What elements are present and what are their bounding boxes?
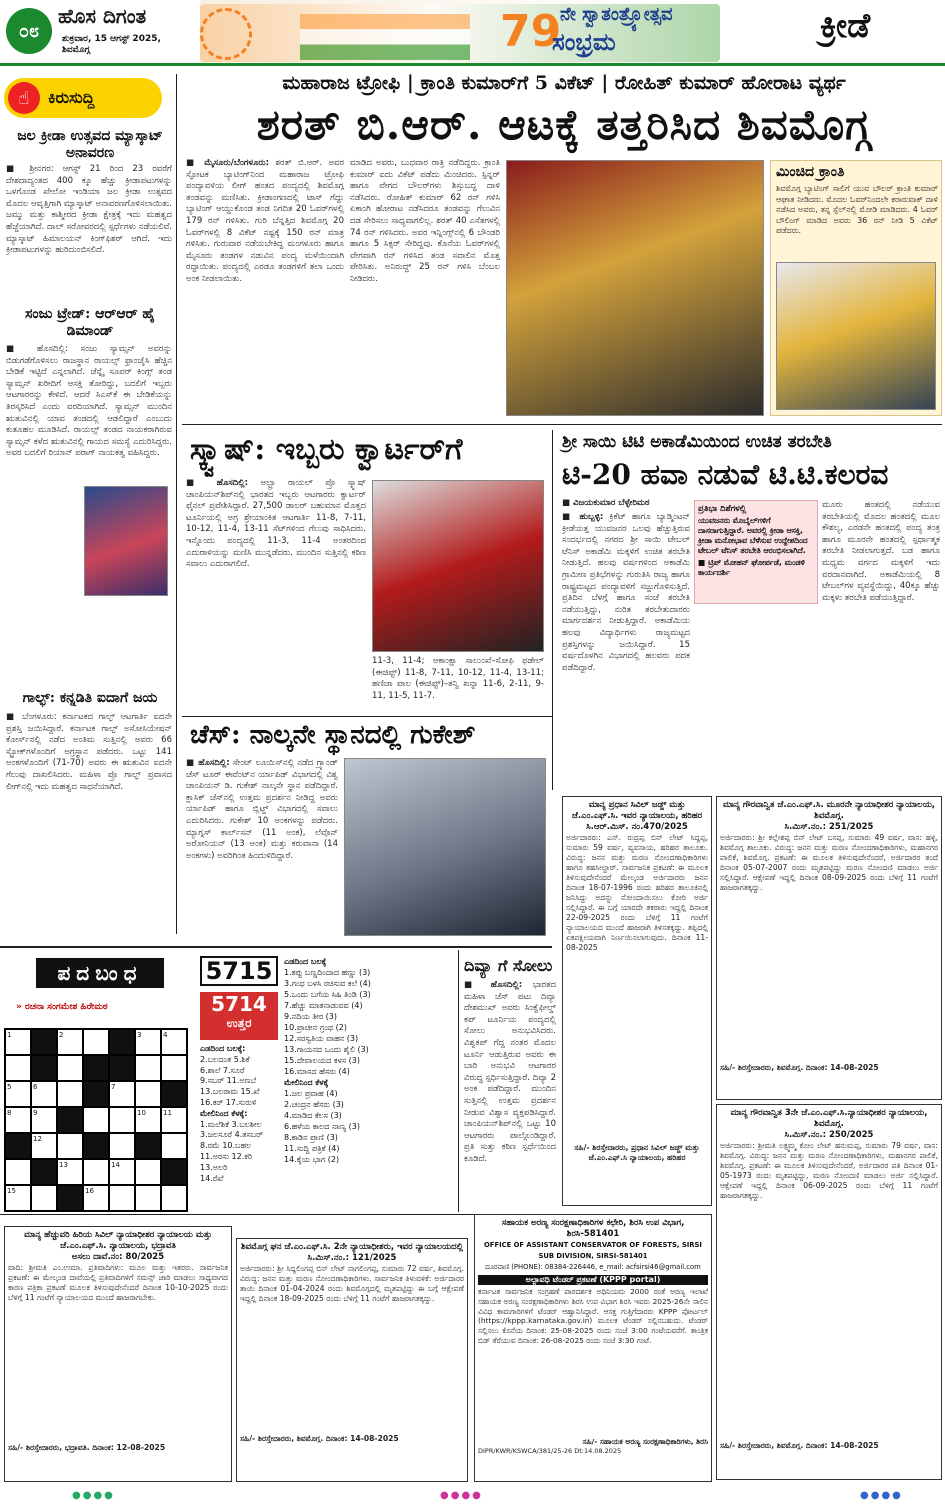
clue-down-5: 11.ಸುದ್ದಿ ಪತ್ರಿಕೆ (4)	[284, 1144, 340, 1153]
grid-cell[interactable]: 1	[5, 1029, 31, 1055]
grid-cell[interactable]	[83, 1029, 109, 1055]
grid-cell	[31, 1159, 57, 1185]
tricolor-flag-icon	[300, 14, 470, 60]
grid-cell	[83, 1133, 109, 1159]
grid-cell[interactable]	[83, 1107, 109, 1133]
brief-1-title: ಜಲ ಕ್ರೀಡಾ ಉತ್ಸವದ ಮ್ಯಾಸ್ಕಾಟ್ ಅನಾವರಣ	[17, 128, 163, 161]
squash-results: 11-3, 11-4; ಆಕಾಂಕ್ಷಾ ಸಾಲುಂಖೆ–ಸೋಫಿ ಫಡೇಲ್ (ಈಜಿಪ್ಟ್) 11-8, 7-11, 10-12, 11-4, 13-11; ಹಣಿಜಾ ಪಾಲ (ಈಜಿಪ್ಟ್)–ತನ್ವಿ ಖನ್ನಾ 11-6, 2-11, 9-11, 11-5, 11-7.	[372, 656, 544, 701]
divya-headline: ದಿವ್ಯಾ ಗೆ ಸೋಲು	[464, 956, 553, 975]
tt-dateline: ■ ಹುಬ್ಬಳ್ಳಿ:	[562, 512, 604, 522]
brief-3-title: ಗಾಲ್ಫ್: ಕನ್ನಡಿತಿ ಐದಾಗೆ ಜಯ	[22, 690, 158, 706]
grid-cell[interactable]: 13	[57, 1159, 83, 1185]
lead-col-2: ಮಾಡಿದ ಅವರು, ಬುಧವಾರ ರಾತ್ರಿ ನಡೆದಿದ್ದರು. ಕ್ರಾಂತಿ ಕುಮಾರ್ ಐದು ವಿಕೆಟ್ ಪಡೆದು ಮಿಂಚಿದರು. ಸ್ಪಿನ್ನರ್ ಹಾಗೂ ವೇಗದ ಬೌಲರ್‌ಗಳು ಶಿಸ್ತುಬದ್ಧ ದಾಳಿ ನಡೆಸಿದರು. ರೋಹಿತ್ ಕುಮಾರ್ 62 ರನ್ ಗಳಿಸಿ ಏಕಾಂಗಿ ಹೋರಾಟ ನಡೆಸಿದರೂ ತಂಡವನ್ನು ಗೆಲುವಿನ ದಡ ಸೇರಿಸಲು ಸಾಧ್ಯವಾಗಲಿಲ್ಲ. ಶರತ್ 40 ಎಸೆತಗಳಲ್ಲಿ 74 ರನ್ ಗಳಿಸಿದರು. ಅವರ ಇನ್ನಿಂಗ್ಸ್‌ನಲ್ಲಿ 6 ಬೌಂಡರಿ ಹಾಗೂ 5 ಸಿಕ್ಸರ್ ಸೇರಿದ್ದವು. ಕೊನೆಯ ಓವರ್‌ಗಳಲ್ಲಿ ವೇಗವಾಗಿ ರನ್ ಗಳಿಸಿದ ತಂಡ ಸವಾಲಿನ ಮೊತ್ತ ಪೇರಿಸಿತು. ಅನಿರುದ್ಧ್ 25 ರನ್ ಗಳಿಸಿ ಬೆಂಬಲ ನೀಡಿದರು.	[350, 158, 500, 284]
brief-2-title: ಸಂಜು ಟ್ರೇಡ್: ಆರ್‌ಆರ್ ಹೈ ಡಿಮಾಂಡ್	[24, 306, 156, 339]
grid-cell[interactable]	[109, 1133, 135, 1159]
kranti-celebration-photo	[776, 262, 936, 410]
grid-cell[interactable]: 15	[5, 1185, 31, 1211]
grid-cell	[135, 1133, 161, 1159]
section-rule-2	[182, 716, 552, 717]
grid-cell[interactable]	[57, 1133, 83, 1159]
tt-quote-title: ಪ್ರತಿಭಾ ದಿಶೆಗಳಲ್ಲಿ	[698, 504, 747, 514]
grid-cell	[57, 1107, 83, 1133]
ans-across-1: 6.ಶಾಲೆ 7.ಸೂರೆ	[200, 1065, 245, 1075]
clue-across-1: 3.ಗಂಧ ಬಳಸಿ ರಚಿಸುವ ಕಲೆ (4)	[284, 979, 371, 988]
kirusuddi-label: ಕಿರುಸುದ್ದಿ	[48, 88, 95, 107]
clue-across-4: 9.ನದಿಯ ತೀರ (3)	[284, 1012, 338, 1021]
clue-down-4: 8.ಕಾಡಿನ ಪ್ರಾಣಿ (3)	[284, 1133, 338, 1142]
puzzle-title	[36, 958, 164, 988]
grid-cell[interactable]	[109, 1185, 135, 1211]
grid-cell	[57, 1185, 83, 1211]
tt-quote-body: ಯುವಜನರು ಮೊಬೈಲ್‌ಗಳಿಗೆ ದಾಸರಾಗುತ್ತಿದ್ದಾರೆ. ಅವರಲ್ಲಿ ಕ್ರೀಡಾ ಆಸಕ್ತಿ, ಕ್ರೀಡಾ ಮನೋಭಾವ ಬೆಳೆಸುವ ಉದ್ದೇಶದಿಂದ ಟೇಬಲ್ ಟೆನಿಸ್ ತರಬೇತಿ ಆರಂಭಿಸಲಾಗಿದೆ.	[698, 516, 808, 555]
ans-down-title: ಮೇಲಿನಿಂದ ಕೆಳಕ್ಕೆ:	[200, 1108, 248, 1118]
grid-cell[interactable]	[109, 1107, 135, 1133]
notice-shivamogga-250	[716, 1104, 942, 1480]
lead-col1-text: ಶರತ್ ಬಿ.ಆರ್. ಅವರ ಸ್ಫೋಟಕ ಬ್ಯಾಟಿಂಗ್‌ನಿಂದ ಮಹಾರಾಜ ಟ್ರೋಫಿ ಪಂದ್ಯಾವಳಿಯ ಲೀಗ್ ಹಂತದ ಪಂದ್ಯದಲ್ಲಿ ಶಿವಮೊಗ್ಗ ತಂಡವನ್ನು ಮಣಿಸಿತು. ಕ್ರೀಡಾಂಗಣದಲ್ಲಿ ಟಾಸ್ ಗೆದ್ದು ಬ್ಯಾಟಿಂಗ್ ಆಯ್ದುಕೊಂಡ ತಂಡ ನಿಗದಿತ 20 ಓವರ್‌ಗಳಲ್ಲಿ 179 ರನ್ ಗಳಿಸಿತು. ಗುರಿ ಬೆನ್ನತ್ತಿದ ಶಿವಮೊಗ್ಗ 20 ಓವರ್‌ಗಳಲ್ಲಿ 8 ವಿಕೆಟ್ ನಷ್ಟಕ್ಕೆ 150 ರನ್ ಮಾತ್ರ ಗಳಿಸಿತು. ಗುರುವಾರ ನಡೆಯಬೇಕಿದ್ದ ಮಂಗಳೂರು ಹಾಗೂ ಮೈಸೂರು ತಂಡಗಳ ನಡುವಿನ ಪಂದ್ಯ ಮಳೆಯಿಂದಾಗಿ ರದ್ದಾಯಿತು. ಪಂದ್ಯದಲ್ಲಿ ಎರಡೂ ತಂಡಗಳಿಗೆ ತಲಾ ಒಂದು ಅಂಕ ನೀಡಲಾಯಿತು.	[186, 158, 344, 284]
notice-4-sign: ಸಹಿ/- ಶಿರಸ್ತೇದಾರರು, ಭದ್ರಾವತಿ. ದಿನಾಂಕ: 12-08-2025	[8, 1443, 166, 1452]
notice-5-sign: ಸಹಿ/- ಶಿರಸ್ತೇದಾರರು, ಶಿವಮೊಗ್ಗ. ದಿನಾಂಕ: 14-08-2025	[240, 1434, 399, 1443]
notice-5-body: ಅರ್ಜಿದಾರರು: ಶ್ರೀ ಸಿದ್ದಲಿಂಗಪ್ಪ ಬಿನ್ ಲೇಟ್ ನಾಗಲಿಂಗಪ್ಪ, ಸುಮಾರು 72 ವರ್ಷ, ಶಿವಮೊಗ್ಗ. ವಿರುದ್ಧ: ಜನನ ಮತ್ತು ಮರಣ ನೋಂದಣಾಧಿಕಾರಿಗಳು. ಸಾರ್ವಜನಿಕ ತಿಳುವಳಿಕೆ: ಅರ್ಜಿದಾರರ ತಾಯಿ ದಿನಾಂಕ 01-04-2024 ರಂದು ಶಿವಮೊಗ್ಗದಲ್ಲಿ ಮೃತಪಟ್ಟಿದ್ದು ಈ ಬಗ್ಗೆ ಆಕ್ಷೇಪಣೆ ಇದ್ದಲ್ಲಿ ದಿನಾಂಕ 18-09-2025 ರಂದು ಬೆಳಿಗ್ಗೆ 11 ಗಂಟೆಗೆ ಹಾಜರಾಗತಕ್ಕದ್ದು.	[240, 1264, 464, 1303]
grid-cell	[109, 1055, 135, 1081]
paper-name: ಹೊಸ ದಿಗಂತ	[58, 4, 147, 28]
notice-6-tender-label: ಅಲ್ಪಾವಧಿ ಟೆಂಡರ್ ಪ್ರಕಟಣೆ (KPPP portal)	[478, 1275, 708, 1285]
notice-6-sign: ಸಹಿ/- ಸಹಾಯಕ ಅರಣ್ಯ ಸಂರಕ್ಷಣಾಧಿಕಾರಿಗಳು, ಶಿರಸಿ	[582, 1437, 708, 1446]
grid-cell[interactable]: 8	[5, 1107, 31, 1133]
answer-label: ಉತ್ತರ	[226, 1016, 252, 1030]
ans-down-5: 14.ರೆಖೆ	[200, 1173, 224, 1183]
grid-cell	[31, 1029, 57, 1055]
notice-1-case: ಸಿ.ಆರ್.ಮಿಸ್. ನಂ.470/2025	[586, 822, 688, 832]
notice-1-body: ಅರ್ಜಿದಾರರು: ಎಸ್. ರುದ್ರಪ್ಪ ಬಿನ್ ಲೇಟ್ ಸಿದ್ದಪ್ಪ, ಸುಮಾರು 59 ವರ್ಷ, ವ್ಯವಸಾಯ, ಹರಿಹರ ತಾಲೂಕು. ವಿರುದ್ಧ: ಜನನ ಮತ್ತು ಮರಣ ನೋಂದಣಾಧಿಕಾರಿಗಳು ಹಾಗೂ ತಹಸೀಲ್ದಾರ್. ಸಾರ್ವಜನಿಕ ಪ್ರಕಟಣೆ: ಈ ಮೂಲಕ ತಿಳಿಸುವುದೇನೆಂದರೆ ಮೇಲ್ಕಂಡ ಅರ್ಜಿದಾರರು ಜನನ ದಿನಾಂಕ 18-07-1996 ರಂದು ಹರಿಹರ ತಾಲೂಕಿನಲ್ಲಿ ಜನಿಸಿದ್ದು ಅದನ್ನು ನೋಂದಾಯಿಸಲು ಕೋರಿ ಅರ್ಜಿ ಸಲ್ಲಿಸಿದ್ದಾರೆ. ಈ ಬಗ್ಗೆ ಯಾರದೇ ತಕರಾರು ಇದ್ದಲ್ಲಿ ದಿನಾಂಕ 22-09-2025 ರಂದು ಬೆಳಿಗ್ಗೆ 11 ಗಂಟೆಗೆ ನ್ಯಾಯಾಲಯದ ಮುಂದೆ ಹಾಜರಾಗಿ ತಿಳಿಸತಕ್ಕದ್ದು. ತಪ್ಪಿದಲ್ಲಿ ಏಕಪಕ್ಷೀಯವಾಗಿ ನಿರ್ಣಯಿಸಲಾಗುವುದು. ದಿನಾಂಕ 11-08-2025	[566, 833, 708, 952]
ans-down-1: 3.ಜಲಸೂರೆ 4.ತಸಬರ್	[200, 1130, 263, 1140]
brief-1-body: ■ ಶ್ರೀನಗರ: ಆಗಸ್ಟ್ 21 ರಿಂದ 23 ರವರೆಗೆ ದೇಶದಾದ್ಯಂತದ 400 ಕ್ಕೂ ಹೆಚ್ಚು ಕ್ರೀಡಾಪಟುಗಳನ್ನು ಒಳಗೊಂಡ ಖೇಲೋ ಇಂಡಿಯಾ ಜಲ ಕ್ರೀಡಾ ಉತ್ಸವದ ಮೊದಲ ಆವೃತ್ತಿಗಾಗಿ ಮ್ಯಾಸ್ಕಾಟ್ ಅನಾವರಣಗೊಳಿಸಲಾಯಿತು. ಜಮ್ಮು ಮತ್ತು ಕಾಶ್ಮೀರದ ಕ್ರೀಡಾ ಕ್ಷೇತ್ರಕ್ಕೆ ಇದು ಮಹತ್ವದ ಹೆಜ್ಜೆಯಾಗಿದೆ. ದಾಲ್ ಸರೋವರದಲ್ಲಿ ಸ್ಪರ್ಧೆಗಳು ನಡೆಯಲಿವೆ. ಮ್ಯಾಸ್ಕಾಟ್ ಹಿಮಾಲಯನ್ ಕಿಂಗ್‌ಫಿಶರ್ ಆಗಿದೆ. ಇದು ಕ್ರೀಡಾಪಟುಗಳನ್ನು ಹುರಿದುಂಬಿಸಲಿದೆ.	[6, 164, 172, 256]
grid-cell[interactable]	[135, 1185, 161, 1211]
notice-bhadravathi	[4, 1226, 232, 1482]
notice-shivamogga-251	[716, 796, 942, 1100]
tt-kicker: ಶ್ರೀ ಸಾಯಿ ಟಿಟಿ ಅಕಾಡೆಮಿಯಿಂದ ಉಚಿತ ತರಬೇತಿ	[562, 432, 832, 452]
lead-col-1	[186, 158, 344, 420]
grid-cell[interactable]	[5, 1055, 31, 1081]
divya-body-text: ಭಾರತದ ಮಹಿಳಾ ಚೆಸ್ ಪಟು ದಿವ್ಯಾ ದೇಶಮುಖ್ ಅವರು ಸಿಂಕ್ವೆಫೀಲ್ಡ್ ಕಪ್ ಟೂರ್ನಿಯ ಪಂದ್ಯದಲ್ಲಿ ಸೋಲು ಅನುಭವಿಸಿದರು. ವಿಶ್ವಕಪ್ ಗೆದ್ದ ನಂತರ ಮೊದಲ ಟೂರ್ನಿ ಆಡುತ್ತಿರುವ ಅವರು ಈ ಬಾರಿ ಅನುಭವಿ ಆಟಗಾರರ ವಿರುದ್ಧ ಸ್ಪರ್ಧಿಸುತ್ತಿದ್ದಾರೆ. ದಿವ್ಯಾ 2 ಅಂಕ ಪಡೆದಿದ್ದಾರೆ. ಮುಂದಿನ ಸುತ್ತಿನಲ್ಲಿ ಉತ್ತಮ ಪ್ರದರ್ಶನ ನೀಡುವ ವಿಶ್ವಾಸ ವ್ಯಕ್ತಪಡಿಸಿದ್ದಾರೆ. ಚಾಂಪಿಯನ್‌ಶಿಪ್‌ನಲ್ಲಿ ಒಟ್ಟು 10 ಆಟಗಾರರು ಪಾಲ್ಗೊಂಡಿದ್ದಾರೆ. ಪ್ರತಿ ಸುತ್ತು ಕಠಿಣ ಸ್ಪರ್ಧೆಯಿಂದ ಕೂಡಿದೆ.	[464, 980, 556, 1164]
answer-box	[200, 992, 278, 1040]
brief-3-body: ■ ಬೆಂಗಳೂರು: ಕರ್ನಾಟಕದ ಗಾಲ್ಫ್ ಆಟಗಾರ್ತಿ ಐದನೇ ಪ್ರಶಸ್ತಿ ಜಯಿಸಿದ್ದಾರೆ. ಕರ್ನಾಟಕ ಗಾಲ್ಫ್ ಅಸೋಸಿಯೇಷನ್ ಕೋರ್ಸ್‌ನಲ್ಲಿ ನಡೆದ ಅಂತಿಮ ಸುತ್ತಿನಲ್ಲಿ ಅವರು 66 ಸ್ಟ್ರೋಕ್‌ಗಳೊಂದಿಗೆ ಅಗ್ರಸ್ಥಾನ ಪಡೆದರು. ಒಟ್ಟು 141 ಅಂಕಗಳೊಂದಿಗೆ (71-70) ಅವರು ಈ ಋತುವಿನ ಐದನೇ ಗೆಲುವು ದಾಖಲಿಸಿದರು. ಮಹಿಳಾ ಪ್ರೊ ಗಾಲ್ಫ್ ಪ್ರವಾಸದ ಲೀಗ್‌ನಲ್ಲಿ ಇದು ಮಹತ್ವದ ಸಾಧನೆಯಾಗಿದೆ.	[6, 712, 172, 792]
grid-cell[interactable]	[135, 1159, 161, 1185]
divya-dateline: ■ ಹೊಸದಿಲ್ಲಿ:	[464, 980, 523, 990]
grid-cell[interactable]	[161, 1055, 187, 1081]
notice-6-ref: DIPR/KWR/KSWCA/381/25-26 Dt:14.08.2025	[478, 1446, 622, 1455]
clue-across-5: 10.ಪ್ರಾಚೀನ ಗ್ರಂಥ (2)	[284, 1023, 347, 1032]
clue-across-7: 13.ಗಾಯನದ ಒಂದು ಶೈಲಿ (3)	[284, 1045, 369, 1054]
grid-cell[interactable]	[57, 1081, 83, 1107]
chess-headline: ಚೆಸ್: ನಾಲ್ಕನೇ ಸ್ಥಾನದಲ್ಲಿ ಗುಕೇಶ್	[190, 720, 476, 750]
clue-across-0: 1.ಕಪ್ಪು ಬಣ್ಣದಿಂದಾದ ಹಣ್ಣು (3)	[284, 968, 371, 977]
grid-cell	[5, 1133, 31, 1159]
clue-down-3: 6.ಹಳೆಯ ಕಾಲದ ನಾಣ್ಯ (3)	[284, 1122, 360, 1131]
crossword-grid[interactable]	[4, 1028, 188, 1212]
section-rule	[182, 424, 942, 425]
festival-number: 79	[500, 6, 562, 57]
notice-3-body: ಅರ್ಜಿದಾರರು: ಶ್ರೀಮತಿ ಲಕ್ಷ್ಮಮ್ಮ ಕೋಂ ಲೇಟ್ ಹನುಮಪ್ಪ, ಸುಮಾರು 79 ವರ್ಷ, ವಾಸ: ಶಿವಮೊಗ್ಗ. ವಿರುದ್ಧ: ಜನನ ಮತ್ತು ಮರಣ ನೋಂದಣಾಧಿಕಾರಿಗಳು, ಮಹಾನಗರ ಪಾಲಿಕೆ, ಶಿವಮೊಗ್ಗ. ಪ್ರಕಟಣೆ: ಈ ಮೂಲಕ ತಿಳಿಸುವುದೇನೆಂದರೆ, ಅರ್ಜಿದಾರರ ಪತಿ ದಿನಾಂಕ 01-05-1973 ರಂದು ಮೃತಪಟ್ಟಿದ್ದು, ಮರಣ ನೋಂದಣಿ ಮಾಡಲು ಅರ್ಜಿ ಸಲ್ಲಿಸಿದ್ದಾರೆ. ಆಕ್ಷೇಪಣೆ ಇದ್ದಲ್ಲಿ ದಿನಾಂಕ 06-09-2025 ರಂದು ಬೆಳಿಗ್ಗೆ 11 ಗಂಟೆಗೆ ಹಾಜರಾಗತಕ್ಕದ್ದು.	[720, 1141, 938, 1200]
lead-headline: ಶರತ್ ಬಿ.ಆರ್. ಆಟಕ್ಕೆ ತತ್ತರಿಸಿದ ಶಿವಮೊಗ್ಗ	[256, 100, 872, 149]
grid-cell[interactable]: 3	[135, 1029, 161, 1055]
divya-body	[464, 980, 556, 1206]
section-rule-3	[0, 946, 552, 948]
brief-2-body-tail	[6, 600, 172, 684]
lead-kicker: ಮಹಾರಾಜ ಟ್ರೋಫಿ | ಕ್ರಾಂತಿ ಕುಮಾರ್‌ಗೆ 5 ವಿಕೆಟ್ | ರೋಹಿತ್ ಕುಮಾರ್ ಹೋರಾಟ ವ್ಯರ್ಥ	[282, 72, 846, 94]
brief-2-body: ■ ಹೊಸದಿಲ್ಲಿ: ಸಂಜು ಸ್ಯಾಮ್ಸನ್ ಅವರನ್ನು ಬಿಡುಗಡೆಗೊಳಿಸಲು ರಾಜಸ್ಥಾನ ರಾಯಲ್ಸ್ ಫ್ರಾಂಚೈಸಿ ಹೆಚ್ಚಿನ ಬೇಡಿಕೆ ಇಟ್ಟಿದೆ ಎನ್ನಲಾಗಿದೆ. ಚೆನ್ನೈ ಸೂಪರ್ ಕಿಂಗ್ಸ್ ತಂಡ ಸ್ಯಾಮ್ಸನ್ ಖರೀದಿಗೆ ಆಸಕ್ತಿ ತೋರಿದ್ದು, ಬದಲಿಗೆ ಇಬ್ಬರು ಆಟಗಾರರನ್ನು ಕೇಳಿದೆ. ಆದರೆ ಸಿಎಸ್‌ಕೆ ಈ ಬೇಡಿಕೆಯನ್ನು ತಿರಸ್ಕರಿಸಿದೆ ಎಂದು ವರದಿಯಾಗಿದೆ. ಸ್ಯಾಮ್ಸನ್ ಮುಂದಿನ ಋತುವಿನಲ್ಲಿ ಯಾವ ತಂಡದಲ್ಲಿ ಆಡಲಿದ್ದಾರೆ ಎಂಬುದು ಕುತೂಹಲ ಮೂಡಿಸಿದೆ. ರಾಯಲ್ಸ್ ತಂಡದ ನಾಯಕರಾಗಿರುವ ಸ್ಯಾಮ್ಸನ್ ಕಳೆದ ಋತುವಿನಲ್ಲಿ ಗಾಯದ ಸಮಸ್ಯೆ ಎದುರಿಸಿದ್ದರು. ಅವರ ಬದಲಿಗೆ ರಿಯಾನ್ ಪರಾಗ್ ನಾಯಕತ್ವ ವಹಿಸಿದ್ದರು.	[6, 344, 172, 459]
squash-player-photo	[372, 480, 544, 652]
grid-cell[interactable]: 2	[57, 1029, 83, 1055]
notice-forest-tender	[474, 1214, 712, 1482]
tt-quote-author: ■ ಟ್ರಿಪ್ ಮೋಹನ್ ಘೋರ್ಪಡೆ, ಮಂಡಳಿ ಕಾರ್ಯದರ್ಶಿ	[698, 558, 805, 577]
notice-4-body: ವಾದಿ: ಶ್ರೀಮತಿ ಎಂ.ಉಮಾ. ಪ್ರತಿವಾದಿಗಳು: ಮೂಲ ಮತ್ತು ಇತರರು. ಸಾರ್ವಜನಿಕ ಪ್ರಕಟಣೆ: ಈ ಮೇಲ್ಕಂಡ ದಾವೆಯಲ್ಲಿ ಪ್ರತಿವಾದಿಗಳಿಗೆ ಸಮನ್ಸ್ ಜಾರಿ ಮಾಡಲು ಸಾಧ್ಯವಾಗದ ಕಾರಣ ಪತ್ರಿಕಾ ಪ್ರಕಟಣೆ ಮೂಲಕ ತಿಳಿಸುವುದೇನೆಂದರೆ ದಿನಾಂಕ 10-10-2025 ರಂದು ಬೆಳಿಗ್ಗೆ 11 ಗಂಟೆಗೆ ನ್ಯಾಯಾಲಯದ ಮುಂದೆ ಹಾಜರಾಗಬೇಕು.	[8, 1263, 228, 1302]
ans-across-4: 16.ಕರ್ 17.ಸುರುಳಿ	[200, 1097, 257, 1107]
notice-2-sign: ಸಹಿ/- ಶಿರಸ್ತೇದಾರರು, ಶಿವಮೊಗ್ಗ. ದಿನಾಂಕ: 14-08-2025	[720, 1063, 879, 1072]
squash-body-text: ಅಲ್ಟ್ರಾ ರಾಯಲ್ ಪ್ರೊ ಸ್ಕ್ವಾಷ್ ಚಾಂಪಿಯನ್‌ಶಿಪ್‌ನಲ್ಲಿ ಭಾರತದ ಇಬ್ಬರು ಆಟಗಾರರು ಕ್ವಾರ್ಟರ್ ಫೈನಲ್ ಪ್ರವೇಶಿಸಿದ್ದಾರೆ. 27,500 ಡಾಲರ್ ಬಹುಮಾನ ಮೊತ್ತದ ಟೂರ್ನಿಯಲ್ಲಿ ಅಗ್ರ ಶ್ರೇಯಾಂಕಿತ ಆಟಗಾರ್ತಿ 11-8, 7-11, 10-12, 11-4, 13-11 ಸೆಟ್‌ಗಳಿಂದ ಗೆಲುವು ಸಾಧಿಸಿದರು. ಇನ್ನೊಂದು ಪಂದ್ಯದಲ್ಲಿ 11-3, 11-4 ಅಂತರದಿಂದ ಎದುರಾಳಿಯನ್ನು ಮಣಿಸಿ ಮುನ್ನಡೆದರು. ಮುಂದಿನ ಸುತ್ತಿನಲ್ಲಿ ಕಠಿಣ ಸವಾಲು ಎದುರಾಗಲಿದೆ.	[186, 478, 366, 570]
column-rule	[176, 74, 177, 934]
notice-4-title: ಮಾನ್ಯ ಹೆಚ್ಚುವರಿ ಹಿರಿಯ ಸಿವಿಲ್ ನ್ಯಾಯಾಧೀಶರ ನ್ಯಾಯಾಲಯ ಮತ್ತು ಜೆ.ಎಂ.ಎಫ್.ಸಿ. ನ್ಯಾಯಾಲಯ, ಭದ್ರಾವತಿ	[24, 1230, 212, 1251]
grid-cell[interactable]	[135, 1055, 161, 1081]
grid-cell[interactable]: 11	[161, 1107, 187, 1133]
notice-6-contact: ದೂರವಾಣಿ (PHONE): 08384-226446, e_mail: acfsirsi46@gmail.com	[485, 1263, 701, 1271]
clue-across-6: 12.ಸರಸ್ವತಿಯ ವಾಹನ (3)	[284, 1034, 359, 1043]
notice-2-body: ಅರ್ಜಿದಾರರು: ಶ್ರೀ ಕಲ್ಲೇಶಪ್ಪ ಬಿನ್ ಲೇಟ್ ಬಸಪ್ಪ, ಸುಮಾರು 49 ವರ್ಷ, ವಾಸ: ಹಳ್ಳಿ, ಶಿವಮೊಗ್ಗ ತಾಲೂಕು. ವಿರುದ್ಧ: ಜನನ ಮತ್ತು ಮರಣ ನೋಂದಣಾಧಿಕಾರಿಗಳು, ಮಹಾನಗರ ಪಾಲಿಕೆ, ಶಿವಮೊಗ್ಗ. ಪ್ರಕಟಣೆ: ಈ ಮೂಲಕ ತಿಳಿಸುವುದೇನೆಂದರೆ, ಅರ್ಜಿದಾರರ ತಂದೆ ದಿನಾಂಕ 05-07-2007 ರಂದು ಮೃತಪಟ್ಟಿದ್ದು ಮರಣ ನೋಂದಣಿ ಮಾಡಲು ಅರ್ಜಿ ಸಲ್ಲಿಸಿದ್ದಾರೆ. ಆಕ್ಷೇಪಣೆ ಇದ್ದಲ್ಲಿ ದಿನಾಂಕ 08-09-2025 ರಂದು ಬೆಳಿಗ್ಗೆ 11 ಗಂಟೆಗೆ ಹಾಜರಾಗತಕ್ಕದ್ದು.	[720, 833, 938, 892]
tt-quote-box	[694, 500, 818, 604]
sanju-photo	[84, 486, 168, 596]
ans-across-0: 2.ಬಲದಂತ 5.ಶಿಕೆ	[200, 1054, 250, 1064]
notice-6-title: ಸಹಾಯಕ ಅರಣ್ಯ ಸಂರಕ್ಷಣಾಧಿಕಾರಿಗಳ ಕಛೇರಿ, ಶಿರಸಿ ಉಪ ವಿಭಾಗ, ಶಿರಸಿ-581401	[501, 1218, 685, 1239]
grid-cell[interactable]: 10	[135, 1107, 161, 1133]
grid-cell[interactable]	[135, 1081, 161, 1107]
grid-cell[interactable]	[83, 1159, 109, 1185]
clue-across-2: 5.ಒಂದು ಬಗೆಯ ಸಿಹಿ ತಿಂಡಿ (3)	[284, 990, 371, 999]
grid-cell[interactable]: 5	[5, 1081, 31, 1107]
puzzle-title-text: ಪದಬಂಧ	[36, 958, 164, 988]
column-rule-2	[552, 430, 553, 790]
grid-cell[interactable]	[161, 1185, 187, 1211]
column-rule-3	[458, 950, 459, 1212]
across-title: ಎಡದಿಂದ ಬಲಕ್ಕೆ	[284, 957, 327, 966]
clue-across-3: 7.ಹೆಚ್ಚು ಮಾತನಾಡುವವ (4)	[284, 1001, 363, 1010]
chess-body-text: ಸೇಂಟ್ ಲೂಯಿಸ್‌ನಲ್ಲಿ ನಡೆದ ಗ್ರ್ಯಾಂಡ್ ಚೆಸ್ ಟೂರ್ ಈವೆಂಟ್‌ನ ರ್ಯಾಪಿಡ್ ವಿಭಾಗದಲ್ಲಿ ವಿಶ್ವ ಚಾಂಪಿಯನ್ ಡಿ. ಗುಕೇಶ್ ನಾಲ್ಕನೇ ಸ್ಥಾನ ಪಡೆದಿದ್ದಾರೆ. ಕ್ಲಾಸಿಕ್ ಚೆಸ್‌ನಲ್ಲಿ ಉತ್ತಮ ಪ್ರದರ್ಶನ ನೀಡಿದ್ದ ಅವರು ರ್ಯಾಪಿಡ್ ಹಾಗೂ ಬ್ಲಿಟ್ಜ್ ವಿಭಾಗದಲ್ಲಿ ಸವಾಲು ಎದುರಿಸಿದರು. ಗುಕೇಶ್ 10 ಅಂಕಗಳನ್ನು ಪಡೆದರು. ಮ್ಯಾಗ್ನಸ್ ಕಾರ್ಲ್‌ಸನ್ (11 ಅಂಕ), ಲೆವೊನ್ ಅರೋನಿಯನ್ (13 ಅಂಕ) ಮತ್ತು ಕರುವಾನಾ (14 ಅಂಕಗಳು) ಅವರಿಗಿಂತ ಹಿಂದುಳಿದಿದ್ದಾರೆ.	[186, 758, 338, 861]
registration-marks-left: ●●●●	[72, 1490, 115, 1501]
chess-dateline: ■ ಹೊಸದಿಲ್ಲಿ:	[186, 758, 230, 768]
ans-across-3: 13.ಬಲರಾಮ 15.ಖೆ	[200, 1087, 260, 1097]
answer-list	[200, 1044, 280, 1184]
grid-cell[interactable]	[31, 1185, 57, 1211]
clue-down-0: 1.ಜಲ ಪ್ರವಾಹ (4)	[284, 1089, 338, 1098]
grid-cell[interactable]: 16	[83, 1185, 109, 1211]
notice-3-title: ಮಾನ್ಯ ಗೌರವಾನ್ವಿತ 3ನೇ ಜೆ.ಎಂ.ಎಫ್.ಸಿ.ನ್ಯಾಯಾಧೀಶರ ನ್ಯಾಯಾಲಯ, ಶಿವಮೊಗ್ಗ.	[730, 1108, 928, 1129]
squash-body	[186, 478, 366, 708]
grid-cell[interactable]	[161, 1133, 187, 1159]
section-title: ಕ್ರೀಡೆ	[820, 6, 871, 46]
gukesh-photo	[344, 758, 546, 936]
paper-logo: ೦೮	[6, 8, 52, 54]
clue-down-1: 2.ಚಂದ್ರನ ಹೆಸರು (3)	[284, 1100, 344, 1109]
grid-cell[interactable]: 7	[109, 1081, 135, 1107]
grid-cell[interactable]: 9	[31, 1107, 57, 1133]
sharath-batting-photo	[506, 160, 764, 416]
clues-list	[284, 956, 454, 1165]
notice-6-en-title: OFFICE OF ASSISTANT CONSERVATOR OF FORESTS, SIRSI SUB DIVISION, SIRSI-581401	[484, 1241, 702, 1260]
hand-point-icon: ☝	[8, 82, 40, 114]
answer-number: 5714	[211, 992, 267, 1016]
clue-down-2: 4.ಮಾಡಿದ ಕೆಲಸ (3)	[284, 1111, 342, 1120]
notice-5-case: ಸಿ.ಮಿಸ್.ನಂ.: 121/2025	[307, 1253, 397, 1263]
puzzle-number: 5715	[200, 956, 278, 986]
ans-across-title: ಎಡದಿಂದ ಬಲಕ್ಕೆ:	[200, 1044, 246, 1053]
sidebar-body: ಶಿವಮೊಗ್ಗ ಬ್ಯಾಟಿಂಗ್ ಸಾಲಿಗೆ ಯುವ ಬೌಲರ್ ಕ್ರಾಂತಿ ಕುಮಾರ್ ಆಘಾತ ನೀಡಿದರು. ಮೊದಲ ಓವರ್‌ನಿಂದಲೇ ಕರಾರುವಾಕ್ ದಾಳಿ ನಡೆಸಿದ ಅವರು, ತನ್ನ ಸ್ಪೆಲ್‌ನಲ್ಲಿ ಮೋಡಿ ಮಾಡಿದರು. 4 ಓವರ್ ಬೌಲಿಂಗ್ ಮಾಡಿದ ಅವರು 36 ರನ್ ನೀಡಿ 5 ವಿಕೆಟ್ ಪಡೆದರು.	[776, 184, 938, 235]
grid-cell	[83, 1081, 109, 1107]
notice-1-title: ಮಾನ್ಯ ಪ್ರಧಾನ ಸಿವಿಲ್ ಜಡ್ಜ್ ಮತ್ತು ಜೆ.ಎಂ.ಎಫ್.ಸಿ. ಇವರ ನ್ಯಾಯಾಲಯ, ಹರಿಹರ	[571, 800, 703, 821]
ans-down-2: 8.ರಮೆ 10.ಬಹಲ	[200, 1141, 252, 1151]
grid-cell	[161, 1159, 187, 1185]
ashoka-chakra-icon	[200, 8, 252, 60]
grid-cell	[83, 1055, 109, 1081]
notice-3-sign: ಸಹಿ/- ಶಿರಸ್ತೇದಾರರು, ಶಿವಮೊಗ್ಗ. ದಿನಾಂಕ: 14-08-2025	[720, 1441, 879, 1450]
notice-shivamogga-121	[236, 1238, 468, 1482]
grid-cell[interactable]	[57, 1055, 83, 1081]
ans-down-4: 13.ಅಲರಿ	[200, 1162, 228, 1172]
tt-body-2	[694, 608, 818, 788]
chess-body	[186, 758, 338, 938]
notice-harihara	[562, 796, 712, 1206]
grid-cell[interactable]: 14	[109, 1159, 135, 1185]
squash-dateline: ■ ಹೊಸದಿಲ್ಲಿ:	[186, 478, 249, 488]
grid-cell[interactable]: 12	[31, 1133, 57, 1159]
ans-across-2: 9.ಸಬರ್ 11.ಅಣಬೆ	[200, 1076, 257, 1086]
grid-cell[interactable]	[5, 1159, 31, 1185]
date-line	[62, 34, 161, 56]
issue-city: ಶಿವಮೊಗ್ಗ	[62, 45, 90, 55]
grid-cell[interactable]: 6	[31, 1081, 57, 1107]
puzzle-setter: » ರಚನಾ ಸಂಗಮೇಶ ಹಿರೇಮಠ	[16, 1002, 108, 1012]
grid-cell	[31, 1055, 57, 1081]
notice-2-case: ಸಿ.ಮಿಸ್.ನಂ.: 251/2025	[784, 822, 874, 832]
registration-marks-mid: ●●●●	[440, 1490, 483, 1501]
notice-2-title: ಮಾನ್ಯ ಗೌರವಾನ್ವಿತ ಜೆ.ಎಂ.ಎಫ್.ಸಿ. ಮೂರನೇ ನ್ಯಾಯಾಧೀಶರ ನ್ಯಾಯಾಲಯ, ಶಿವಮೊಗ್ಗ.	[722, 800, 936, 821]
clue-across-8: 15.ದೇವಾಲಯದ ಕಳಸ (3)	[284, 1056, 361, 1065]
notice-6-body: ಕರ್ನಾಟಕ ಸಾರ್ವಜನಿಕ ಸಂಗ್ರಹಣೆ ಪಾರದರ್ಶಕ ಅಧಿನಿಯಮ 2000 ರಂತೆ ಅರಣ್ಯ ಇಲಾಖೆ ಸಹಾಯಕ ಅರಣ್ಯ ಸಂರಕ್ಷಣಾಧಿಕಾರಿಗಳು ಶಿರಸಿ ಉಪ ವಿಭಾಗ ಶಿರಸಿ ಇವರು 2025-26ನೇ ಸಾಲಿನ ವಿವಿಧ ಕಾಮಗಾರಿಗಳಿಗೆ ಟೆಂಡರ್ ಆಹ್ವಾನಿಸಿದ್ದಾರೆ. ಆಸಕ್ತ ಗುತ್ತಿಗೆದಾರರು KPPP ಪೋರ್ಟಲ್ (https://kppp.karnataka.gov.in) ಮೂಲಕ ಟೆಂಡರ್ ಸಲ್ಲಿಸಬಹುದು. ಟೆಂಡರ್ ಸಲ್ಲಿಸಲು ಕೊನೆಯ ದಿನಾಂಕ: 25-08-2025 ರಂದು ಸಂಜೆ 3:00 ಗಂಟೆಯವರೆಗೆ. ತಾಂತ್ರಿಕ ಬಿಡ್ ತೆರೆಯುವ ದಿನಾಂಕ: 26-08-2025 ರಂದು ಸಂಜೆ 3:30 ಗಂಟೆ.	[478, 1287, 708, 1345]
festival-line1: ನೇ ಸ್ವಾತಂತ್ರ್ಯೋತ್ಸವ	[560, 4, 673, 25]
ans-down-0: 1.ಮಲೆಶಿಕೆ 3.ಬಲಶೀಲ	[200, 1119, 262, 1129]
grid-cell	[161, 1081, 187, 1107]
down-title: ಮೇಲಿನಿಂದ ಕೆಳಕ್ಕೆ	[284, 1078, 329, 1087]
tt-body	[562, 512, 690, 792]
festival-line2: ಸಂಭ್ರಮ	[552, 28, 616, 56]
registration-marks-right: ●●●●	[860, 1490, 903, 1501]
grid-cell[interactable]: 4	[161, 1029, 187, 1055]
clue-down-6: 14.ಕೈಯ ಭಾಗ (2)	[284, 1155, 340, 1164]
notice-5-title: ಶಿವಮೊಗ್ಗ ಘನ ಜೆ.ಎಂ.ಎಫ್.ಸಿ. 2ನೇ ನ್ಯಾಯಾಧೀಶರು, ಇವರ ನ್ಯಾಯಾಲಯದಲ್ಲಿ	[240, 1242, 464, 1252]
ans-down-3: 11.ಅರಸು 12.ಕರಿ	[200, 1151, 253, 1161]
notice-3-case: ಸಿ.ಮಿಸ್.ನಂ.: 250/2025	[784, 1130, 874, 1140]
tt-headline: ಟಿ-20 ಹವಾ ನಡುವೆ ಟಿ.ಟಿ.ಕಲರವ	[562, 458, 889, 491]
issue-date: ಶುಕ್ರವಾರ, 15 ಆಗಸ್ಟ್ 2025,	[62, 34, 161, 44]
clue-across-9: 16.ಮಾಸದ ಹೆಸರು (4)	[284, 1067, 350, 1076]
notice-4-case: ಅಸಲು ದಾವೆ.ನಂ: 80/2025	[71, 1252, 165, 1262]
tt-body-3: ಮೂರು ಹಂತದಲ್ಲಿ ನಡೆಯುವ ತರಬೇತಿಯಲ್ಲಿ ಮೊದಲ ಹಂತದಲ್ಲಿ ಮೂಲ ಕೌಶಲ್ಯ, ಎರಡನೇ ಹಂತದಲ್ಲಿ ಪಂದ್ಯ ತಂತ್ರ ಹಾಗೂ ಮೂರನೇ ಹಂತದಲ್ಲಿ ಸ್ಪರ್ಧಾತ್ಮಕ ತರಬೇತಿ ನೀಡಲಾಗುತ್ತದೆ. ಬಡ ಹಾಗೂ ಮಧ್ಯಮ ವರ್ಗದ ಮಕ್ಕಳಿಗೆ ಇದು ವರದಾನವಾಗಿದೆ. ಅಕಾಡೆಮಿಯಲ್ಲಿ 8 ಟೇಬಲ್‌ಗಳ ವ್ಯವಸ್ಥೆಯಿದ್ದು, 40ಕ್ಕೂ ಹೆಚ್ಚು ಮಕ್ಕಳು ತರಬೇತಿ ಪಡೆಯುತ್ತಿದ್ದಾರೆ.	[822, 500, 940, 603]
lead-dateline: ■ ಮೈಸೂರು/ಬೆಂಗಳೂರು:	[186, 158, 269, 168]
notice-1-sign: ಸಹಿ/- ಶಿರಸ್ತೇದಾರರು, ಪ್ರಧಾನ ಸಿವಿಲ್ ಜಡ್ಜ್ ಮತ್ತು ಜೆ.ಎಂ.ಎಫ್.ಸಿ ನ್ಯಾಯಾಲಯ, ಹರಿಹರ	[574, 1143, 700, 1162]
tt-byline: ■ ವಿಜಯಕುಮಾರ ಬೆಳ್ಳೇರಿಮಠ	[562, 498, 650, 508]
grid-cell	[109, 1029, 135, 1055]
squash-headline: ಸ್ಕ್ವಾಷ್: ಇಬ್ಬರು ಕ್ವಾರ್ಟರ್‌ಗೆ	[190, 432, 463, 467]
tt-body-text: ಕ್ರಿಕೆಟ್ ಹಾಗೂ ಬ್ಯಾಡ್ಮಿಂಟನ್ ಕ್ರೀಡೆಯತ್ತ ಯುವಜನರ ಒಲವು ಹೆಚ್ಚುತ್ತಿರುವ ಸಂದರ್ಭದಲ್ಲಿ ನಗರದ ಶ್ರೀ ಸಾಯಿ ಟೇಬಲ್ ಟೆನಿಸ್ ಅಕಾಡೆಮಿ ಮಕ್ಕಳಿಗೆ ಉಚಿತ ತರಬೇತಿ ನೀಡುತ್ತಿದೆ. ಹಲವು ವರ್ಷಗಳಿಂದ ಅಕಾಡೆಮಿ ಗ್ರಾಮೀಣ ಪ್ರತಿಭೆಗಳನ್ನು ಗುರುತಿಸಿ ರಾಜ್ಯ ಹಾಗೂ ರಾಷ್ಟ್ರಮಟ್ಟದ ಪಂದ್ಯಾವಳಿಗೆ ಸಜ್ಜುಗೊಳಿಸುತ್ತಿದೆ. ಪ್ರತಿದಿನ ಬೆಳಗ್ಗೆ ಹಾಗೂ ಸಂಜೆ ತರಬೇತಿ ನಡೆಯುತ್ತಿದ್ದು, ನುರಿತ ತರಬೇತುದಾರರು ಮಾರ್ಗದರ್ಶನ ನೀಡುತ್ತಿದ್ದಾರೆ. ಅಕಾಡೆಮಿಯ ಹಲವು ವಿದ್ಯಾರ್ಥಿಗಳು ರಾಜ್ಯಮಟ್ಟದ ಪ್ರಶಸ್ತಿಗಳನ್ನು ಜಯಿಸಿದ್ದಾರೆ. 15 ವರ್ಷದೊಳಗಿನ ವಿಭಾಗದಲ್ಲಿ ಹಲವರು ಪದಕ ಪಡೆದಿದ್ದಾರೆ.	[562, 512, 690, 673]
sidebar-title: ಮಿಂಚಿದ ಕ್ರಾಂತಿ	[776, 164, 845, 180]
